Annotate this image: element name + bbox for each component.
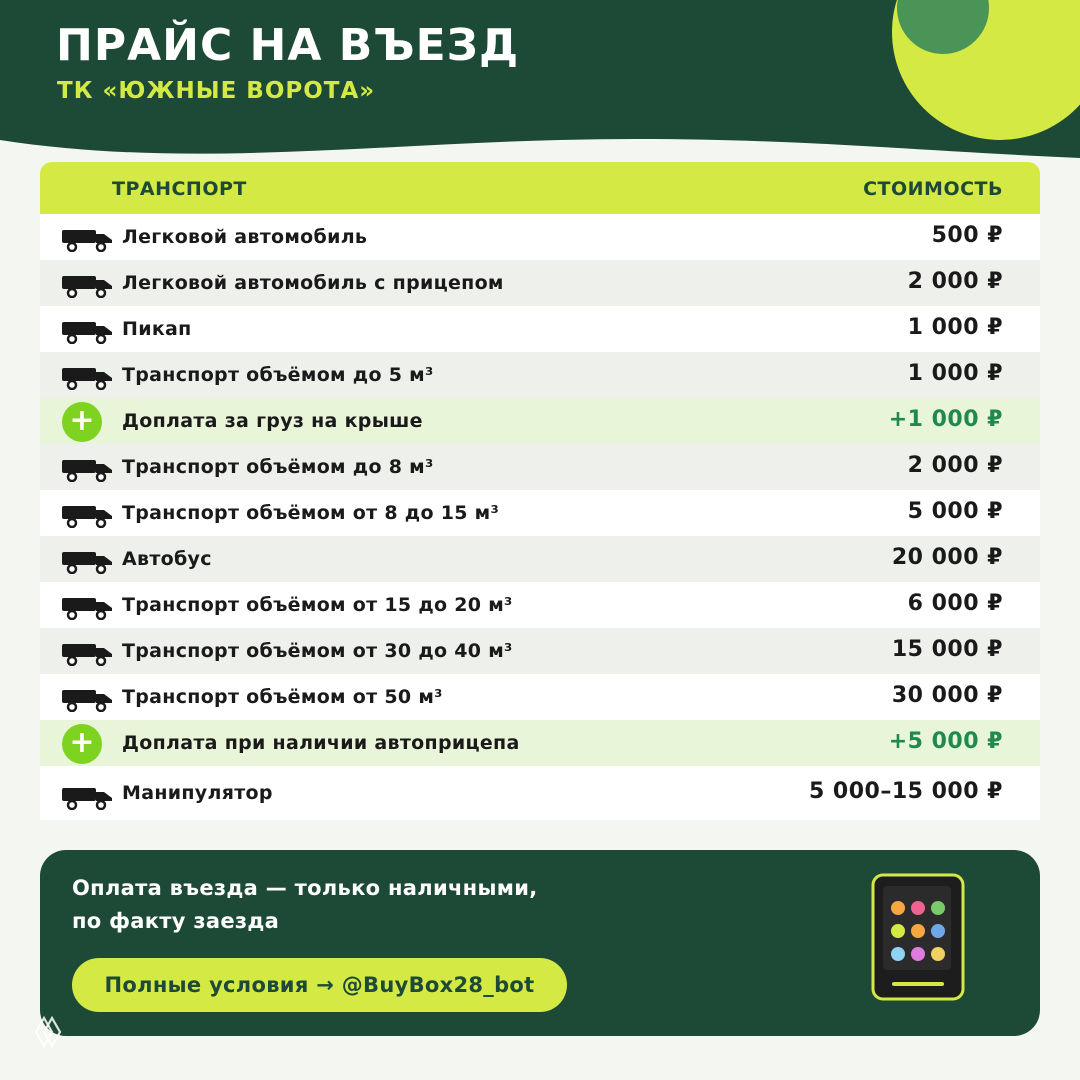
- row-label: Доплата при наличии автоприцепа: [122, 732, 520, 754]
- row-label: Легковой автомобиль: [122, 226, 368, 248]
- row-price: 15 000 ₽: [891, 637, 1003, 662]
- payment-note-line: Оплата въезда — только наличными,: [72, 876, 538, 900]
- row-label: Манипулятор: [122, 782, 273, 804]
- row-label: Доплата за груз на крыше: [122, 410, 423, 432]
- payment-note: [72, 872, 538, 938]
- table-row: [40, 674, 1040, 720]
- logo-icon: [32, 1014, 64, 1048]
- payment-note-line: по факту заезда: [72, 909, 280, 933]
- row-price: 2 000 ₽: [907, 269, 1003, 294]
- surcharge-row: [40, 398, 1040, 444]
- row-price: 30 000 ₽: [891, 683, 1003, 708]
- row-price: +1 000 ₽: [888, 407, 1003, 432]
- table-row: [40, 260, 1040, 306]
- table-row: [40, 536, 1040, 582]
- bot-link-button[interactable]: Полные условия → @BuyBox28_bot: [72, 958, 567, 1012]
- row-label: Пикап: [122, 318, 192, 340]
- row-price: 2 000 ₽: [907, 453, 1003, 478]
- row-price: 1 000 ₽: [907, 361, 1003, 386]
- truck-icon: [62, 688, 114, 712]
- table-row: [40, 628, 1040, 674]
- row-label: Транспорт объёмом от 50 м³: [122, 686, 443, 708]
- truck-icon: [62, 504, 114, 528]
- table-row: [40, 214, 1040, 260]
- row-price: 6 000 ₽: [907, 591, 1003, 616]
- truck-icon: [62, 642, 114, 666]
- column-header-transport: ТРАНСПОРТ: [112, 178, 247, 200]
- table-row: [40, 490, 1040, 536]
- truck-icon: [62, 274, 114, 298]
- table-row: [40, 352, 1040, 398]
- row-label: Транспорт объёмом от 15 до 20 м³: [122, 594, 513, 616]
- table-body: [40, 214, 1040, 820]
- row-price: 5 000 ₽: [907, 499, 1003, 524]
- row-price: 500 ₽: [931, 223, 1003, 248]
- page-title: ПРАЙС НА ВЪЕЗД: [56, 20, 520, 71]
- table-header: [40, 162, 1040, 214]
- plus-icon: +: [62, 724, 102, 764]
- row-price: 5 000–15 000 ₽: [808, 779, 1003, 804]
- phone-apps-icon: [870, 872, 966, 1002]
- row-label: Транспорт объёмом от 8 до 15 м³: [122, 502, 500, 524]
- truck-icon: [62, 596, 114, 620]
- truck-icon: [62, 458, 114, 482]
- page-subtitle: ТК «ЮЖНЫЕ ВОРОТА»: [57, 78, 376, 104]
- price-table: [40, 162, 1040, 820]
- row-price: +5 000 ₽: [888, 729, 1003, 754]
- row-label: Автобус: [122, 548, 212, 570]
- row-label: Легковой автомобиль с прицепом: [122, 272, 504, 294]
- column-header-price: СТОИМОСТЬ: [863, 178, 1003, 200]
- table-row: [40, 582, 1040, 628]
- truck-icon: [62, 320, 114, 344]
- row-label: Транспорт объёмом от 30 до 40 м³: [122, 640, 513, 662]
- truck-icon: [62, 228, 114, 252]
- table-row: [40, 306, 1040, 352]
- table-row: [40, 444, 1040, 490]
- truck-icon: [62, 550, 114, 574]
- truck-icon: [62, 786, 114, 810]
- surcharge-row: [40, 720, 1040, 766]
- plus-icon: +: [62, 402, 102, 442]
- row-price: 20 000 ₽: [891, 545, 1003, 570]
- payment-info-panel: [40, 850, 1040, 1036]
- table-row: [40, 766, 1040, 820]
- truck-icon: [62, 366, 114, 390]
- row-label: Транспорт объёмом до 5 м³: [122, 364, 434, 386]
- row-label: Транспорт объёмом до 8 м³: [122, 456, 434, 478]
- row-price: 1 000 ₽: [907, 315, 1003, 340]
